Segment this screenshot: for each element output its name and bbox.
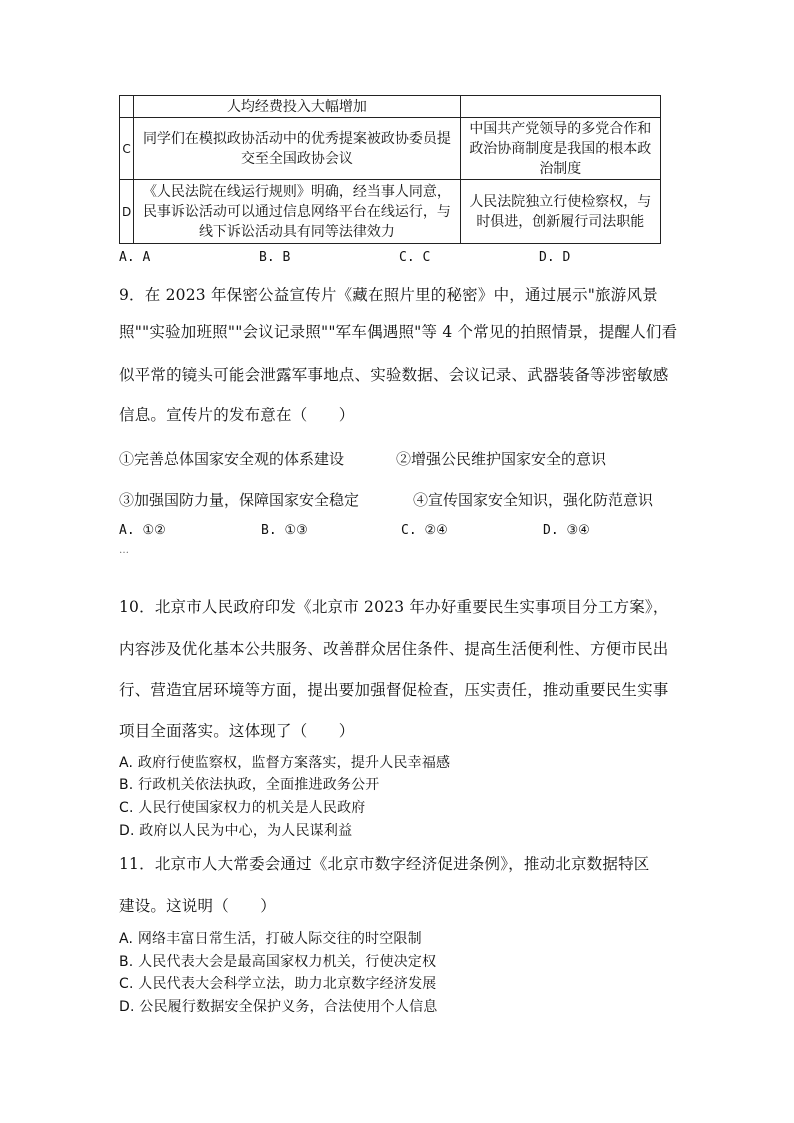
q11-option-d[interactable]: D. 公民履行数据安全保护义务，合法使用个人信息 — [119, 999, 438, 1015]
q10-option-d[interactable]: D. 政府以人民为中心，为人民谋利益 — [119, 823, 353, 839]
option-table — [119, 95, 661, 244]
row-label: C — [120, 118, 134, 180]
q9-statement-3: ③加强国防力量，保障国家安全稳定 — [119, 491, 360, 509]
choice-d[interactable]: D. D — [539, 250, 571, 265]
q10-stem-line: 内容涉及优化基本公共服务、改善群众居住条件、提高生活便利性、方便市民出 — [119, 640, 669, 658]
q9-stem-line: 似平常的镜头可能会泄露军事地点、实验数据、会议记录、武器装备等涉密敏感 — [119, 366, 669, 384]
choice-c[interactable]: C. C — [399, 250, 431, 265]
row-label: D — [120, 180, 134, 244]
table-cell-example: 人均经费投入大幅增加 — [134, 96, 460, 118]
row-label — [120, 96, 134, 118]
table-row — [120, 180, 661, 244]
table-cell-explanation: 人民法院独立行使检察权，与时俱进，创新履行司法职能 — [460, 180, 660, 244]
choice-a[interactable]: A. ①② — [119, 523, 166, 538]
q10-option-c[interactable]: C. 人民行使国家权力的机关是人民政府 — [119, 800, 366, 816]
table-row — [120, 118, 661, 180]
table-row — [120, 96, 661, 118]
choice-a[interactable]: A. A — [119, 250, 151, 265]
q11-stem-line: 建设。这说明（ ） — [119, 897, 277, 915]
table-cell-explanation — [460, 96, 660, 118]
q10-option-b[interactable]: B. 行政机关依法执政，全面推进政务公开 — [119, 777, 380, 793]
choice-d[interactable]: D. ③④ — [543, 523, 590, 538]
ellipsis-mark: … — [119, 545, 130, 556]
q9-statement-2: ②增强公民维护国家安全的意识 — [396, 450, 607, 468]
table-cell-example: 《人民法院在线运行规则》明确，经当事人同意，民事诉讼活动可以通过信息网络平台在线运行，与线下诉讼活动具有同等法律效力 — [134, 180, 460, 244]
q11-option-b[interactable]: B. 人民代表大会是最高国家权力机关，行使决定权 — [119, 954, 437, 970]
q11-option-c[interactable]: C. 人民代表大会科学立法，助力北京数字经济发展 — [119, 976, 437, 992]
q9-statement-4: ④宣传国家安全知识，强化防范意识 — [413, 491, 654, 509]
q9-statement-1: ①完善总体国家安全观的体系建设 — [119, 450, 345, 468]
q9-stem-line: 信息。宣传片的发布意在（ ） — [119, 406, 355, 424]
choice-c[interactable]: C. ②④ — [401, 523, 448, 538]
q10-stem-line: 10．北京市人民政府印发《北京市 2023 年办好重要民生实事项目分工方案》， — [119, 598, 669, 616]
q9-stem-line: 照""实验加班照""会议记录照""军车偶遇照"等 4 个常见的拍照情景，提醒人们看 — [119, 323, 678, 341]
q11-option-a[interactable]: A. 网络丰富日常生活，打破人际交往的时空限制 — [119, 931, 422, 947]
q10-option-a[interactable]: A. 政府行使监察权，监督方案落实，提升人民幸福感 — [119, 755, 451, 771]
table-cell-explanation: 中国共产党领导的多党合作和政治协商制度是我国的根本政治制度 — [460, 118, 660, 180]
choice-b[interactable]: B. B — [259, 250, 291, 265]
q10-stem-line: 行、营造宜居环境等方面，提出要加强督促检查，压实责任，推动重要民生实事 — [119, 681, 669, 699]
q10-stem-line: 项目全面落实。这体现了（ ） — [119, 722, 355, 740]
choice-b[interactable]: B. ①③ — [261, 523, 308, 538]
table-cell-example: 同学们在模拟政协活动中的优秀提案被政协委员提交至全国政协会议 — [134, 118, 460, 180]
q11-stem-line: 11．北京市人大常委会通过《北京市数字经济促进条例》，推动北京数据特区 — [119, 855, 650, 873]
q9-stem-line: 9．在 2023 年保密公益宣传片《藏在照片里的秘密》中，通过展示"旅游风景 — [119, 286, 658, 304]
